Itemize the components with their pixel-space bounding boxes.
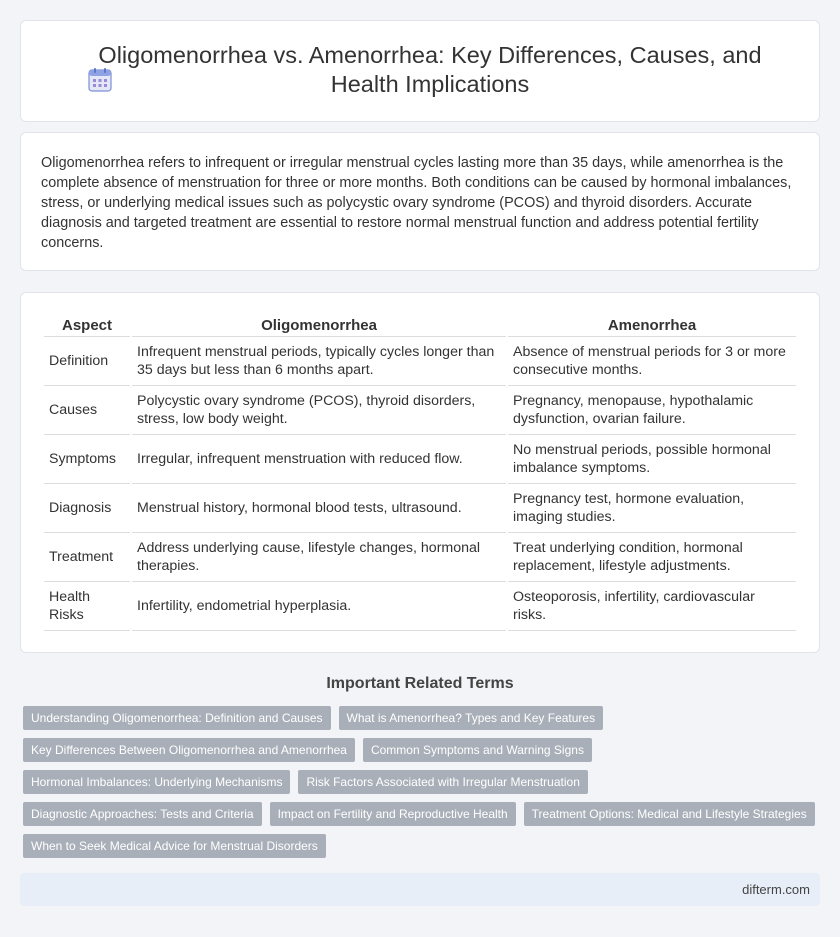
cell-oligomenorrhea: Polycystic ovary syndrome (PCOS), thyroid disorders, stress, low body weight. (132, 386, 506, 435)
related-term-link[interactable]: Key Differences Between Oligomenorrhea and Amenorrhea (23, 738, 355, 762)
comparison-table (42, 315, 798, 631)
cell-amenorrhea: Absence of menstrual periods for 3 or more consecutive months. (508, 337, 796, 386)
footer-site-link[interactable]: difterm.com (742, 882, 810, 897)
related-term-link[interactable]: What is Amenorrhea? Types and Key Features (339, 706, 604, 730)
footer (20, 873, 820, 906)
table-row (44, 435, 796, 484)
cell-amenorrhea: Pregnancy, menopause, hypothalamic dysfunction, ovarian failure. (508, 386, 796, 435)
cell-aspect: Diagnosis (44, 484, 130, 533)
cell-oligomenorrhea: Infrequent menstrual periods, typically cycles longer than 35 days but less than 6 months apart. (132, 337, 506, 386)
header-aspect: Aspect (44, 315, 130, 337)
header-oligomenorrhea: Oligomenorrhea (132, 315, 506, 337)
related-terms-heading: Important Related Terms (326, 675, 514, 692)
cell-aspect: Definition (44, 337, 130, 386)
related-term-link[interactable]: Diagnostic Approaches: Tests and Criteria (23, 802, 262, 826)
cell-amenorrhea: Treat underlying condition, hormonal replacement, lifestyle adjustments. (508, 533, 796, 582)
table-row (44, 484, 796, 533)
related-term-link[interactable]: Hormonal Imbalances: Underlying Mechanisms (23, 770, 290, 794)
intro-card (20, 132, 820, 271)
table-header-row (44, 315, 796, 337)
related-terms-list (23, 706, 823, 858)
cell-amenorrhea: Pregnancy test, hormone evaluation, imaging studies. (508, 484, 796, 533)
related-term-link[interactable]: Impact on Fertility and Reproductive Health (270, 802, 516, 826)
header-amenorrhea: Amenorrhea (508, 315, 796, 337)
page-title: Oligomenorrhea vs. Amenorrhea: Key Differences, Causes, and Health Implications (98, 42, 762, 97)
cell-aspect: Treatment (44, 533, 130, 582)
related-term-link[interactable]: Understanding Oligomenorrhea: Definition and Causes (23, 706, 331, 730)
related-term-link[interactable]: When to Seek Medical Advice for Menstrual Disorders (23, 834, 326, 858)
related-term-link[interactable]: Treatment Options: Medical and Lifestyle Strategies (524, 802, 815, 826)
cell-amenorrhea: No menstrual periods, possible hormonal imbalance symptoms. (508, 435, 796, 484)
cell-oligomenorrhea: Menstrual history, hormonal blood tests, ultrasound. (132, 484, 506, 533)
related-term-link[interactable]: Risk Factors Associated with Irregular Menstruation (298, 770, 587, 794)
related-term-link[interactable]: Common Symptoms and Warning Signs (363, 738, 592, 762)
cell-oligomenorrhea: Irregular, infrequent menstruation with reduced flow. (132, 435, 506, 484)
cell-aspect: Causes (44, 386, 130, 435)
cell-aspect: Symptoms (44, 435, 130, 484)
table-row (44, 386, 796, 435)
table-row (44, 533, 796, 582)
cell-oligomenorrhea: Infertility, endometrial hyperplasia. (132, 582, 506, 631)
table-row (44, 582, 796, 631)
cell-amenorrhea: Osteoporosis, infertility, cardiovascular risks. (508, 582, 796, 631)
header-card (20, 20, 820, 122)
intro-paragraph: Oligomenorrhea refers to infrequent or irregular menstrual cycles lasting more than 35 days, while amenorrhea is the complete absence of menstruation for three or more months. Both conditions can be caused by hormonal imbalances, stress, or underlying medical issues such as polycystic ovary syndrome (PCOS) and thyroid disorders. Accurate diagnosis and targeted treatment are essential to restore normal menstrual function and address potential fertility concerns. (41, 155, 792, 251)
table-row (44, 337, 796, 386)
comparison-table-card (20, 292, 820, 653)
cell-aspect: Health Risks (44, 582, 130, 631)
cell-oligomenorrhea: Address underlying cause, lifestyle changes, hormonal therapies. (132, 533, 506, 582)
